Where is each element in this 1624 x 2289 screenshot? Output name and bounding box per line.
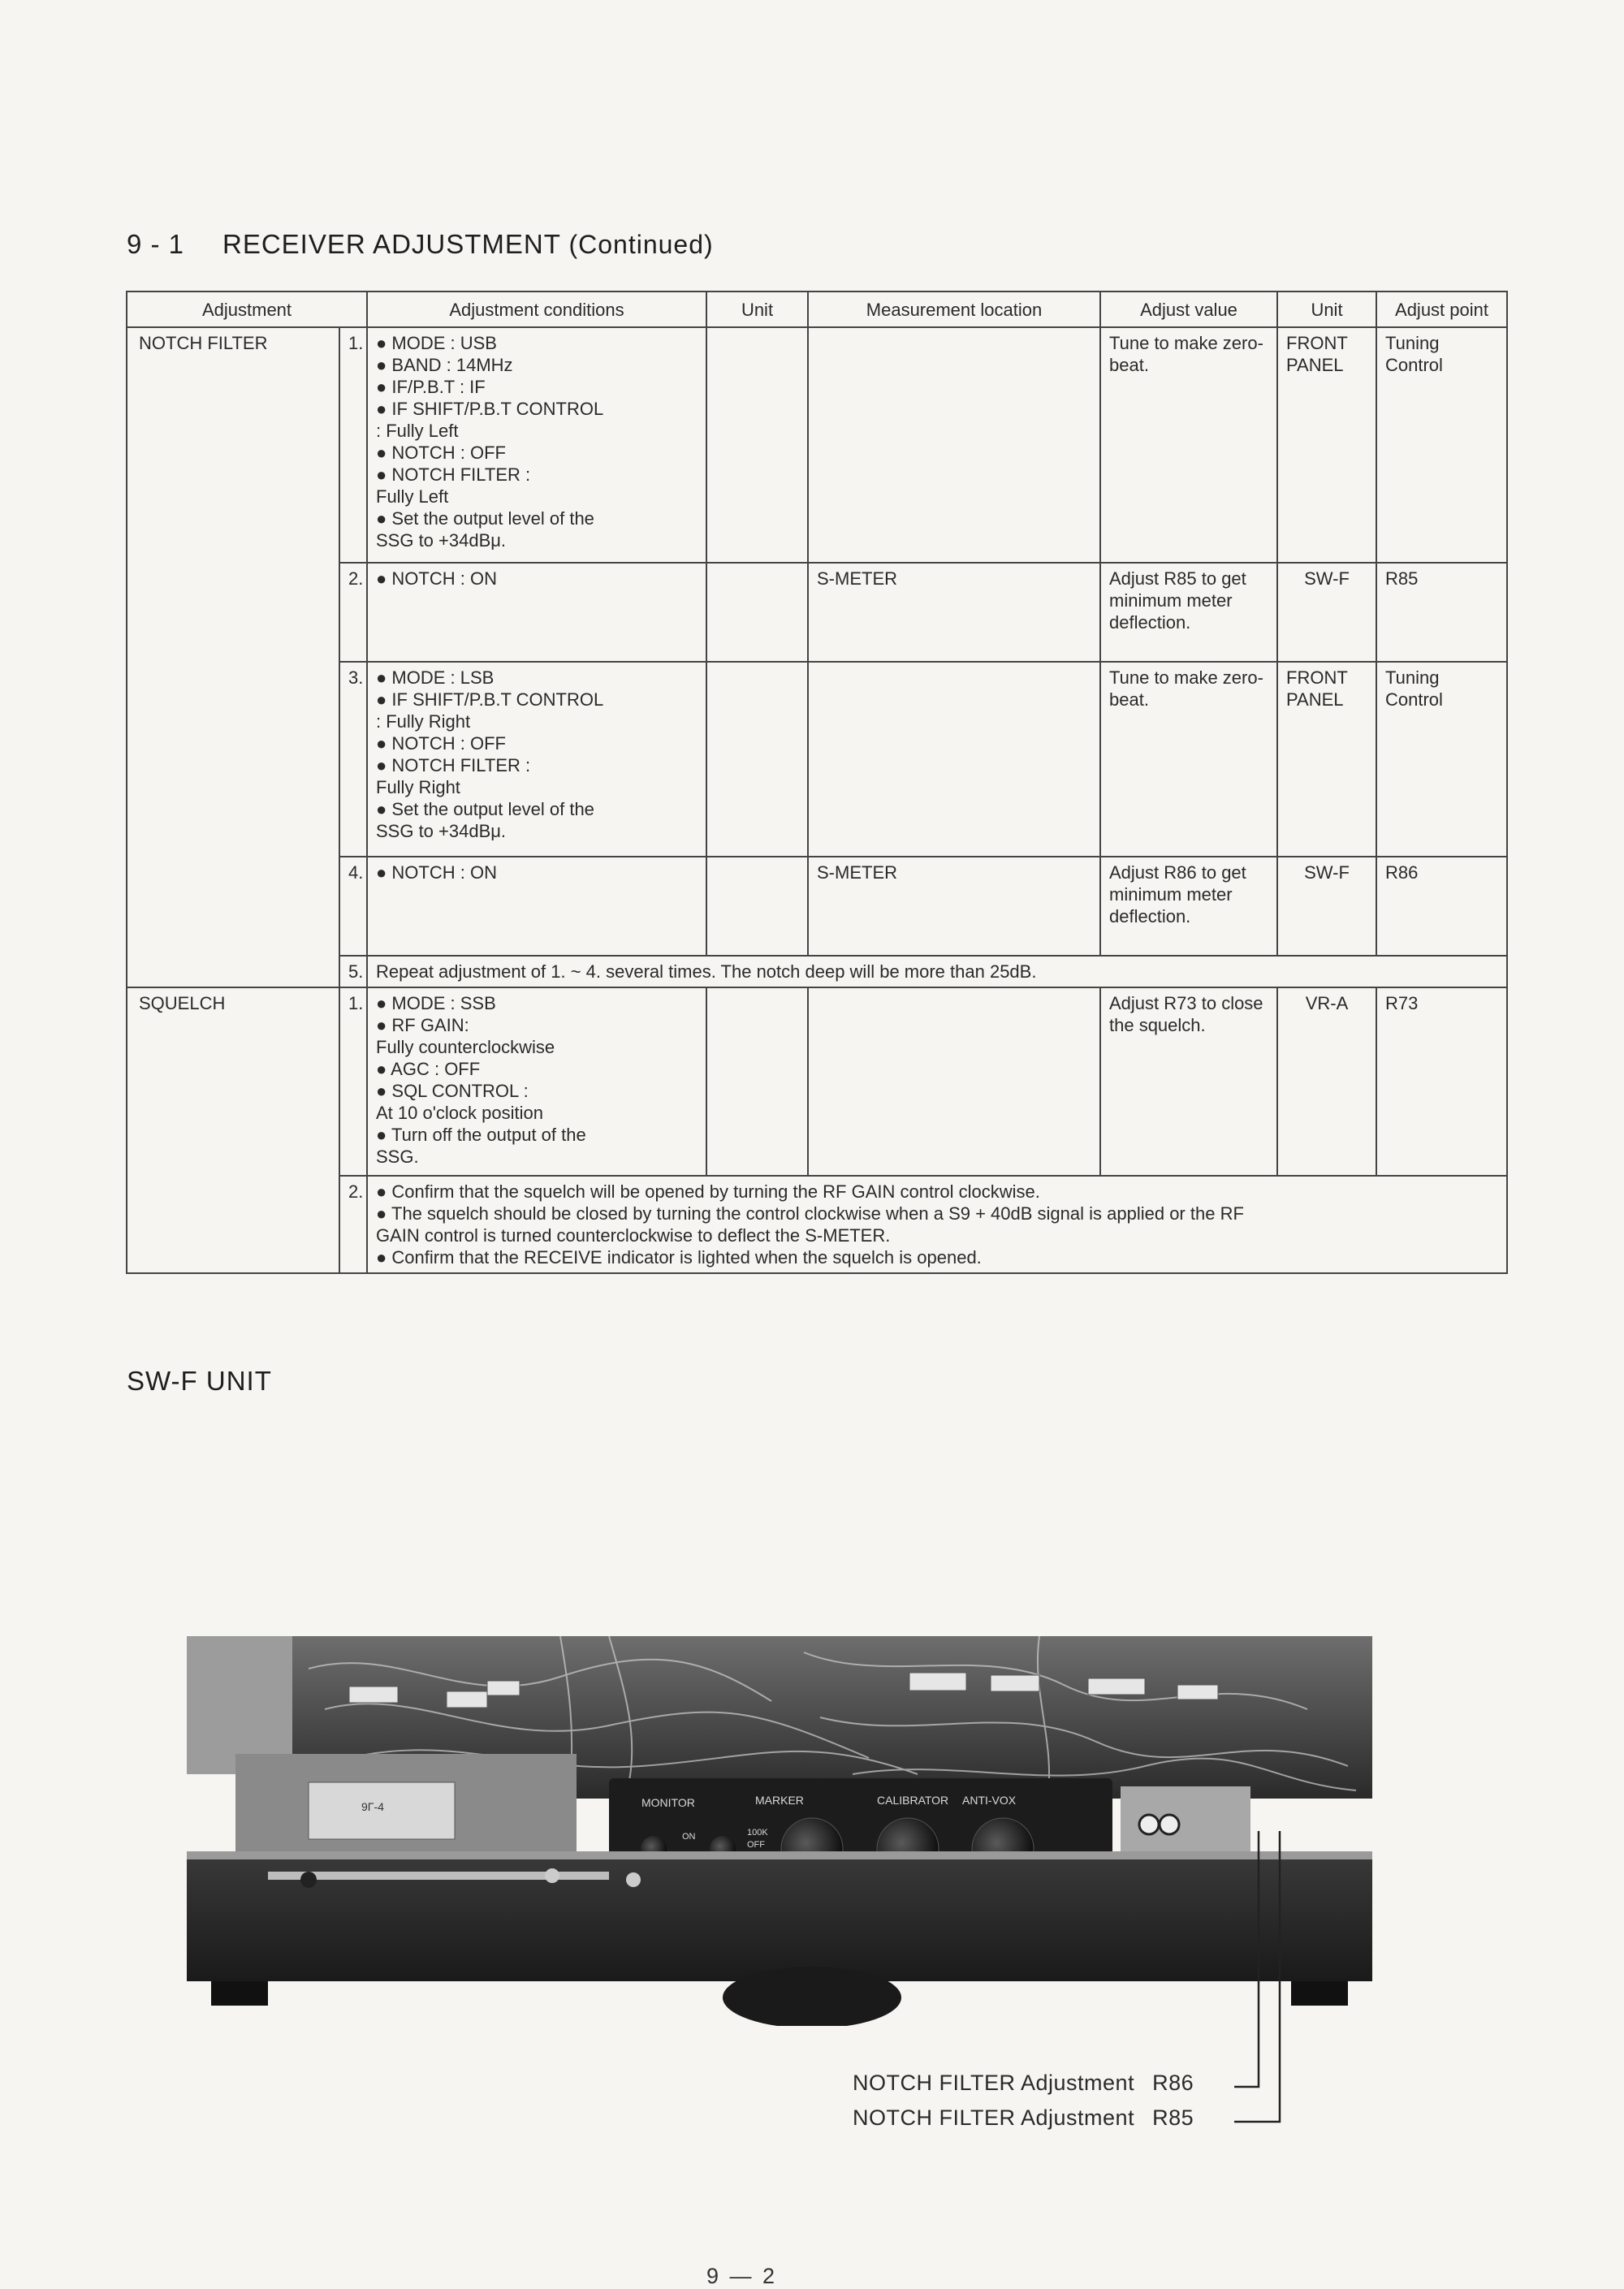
step-value: Adjust R85 to get minimum meter deflection. [1100,563,1277,662]
photo-screw [545,1868,559,1883]
step-unit [706,987,808,1176]
header-adjust-value: Adjust value [1100,292,1277,327]
step-unit-2: FRONT PANEL [1277,327,1376,563]
unit-title: SW-F UNIT [127,1366,272,1396]
label-marker: MARKER [755,1794,804,1807]
label-calibrator: CALIBRATOR [877,1794,949,1807]
row-label-squelch: SQUELCH [127,987,339,1273]
sw-f-unit-photo [187,1636,1372,2026]
step-unit-2: SW-F [1277,563,1376,662]
photo-trimmer-r85 [1160,1815,1179,1834]
step-conditions: ● MODE : LSB ● IF SHIFT/P.B.T CONTROL : Fully Right ● NOTCH : OFF ● NOTCH FILTER : Fully Right ● Set the output level of the SSG to +34dBμ. [367,662,706,857]
step-location [808,327,1100,563]
photo-foot [211,1981,268,2006]
step-location: S-METER [808,857,1100,956]
step-point: R85 [1376,563,1507,662]
step-number: 5. [339,956,367,987]
row-label-notch: NOTCH FILTER [127,327,339,987]
caption-text: NOTCH FILTER Adjustment [853,2105,1135,2130]
step-number: 2. [339,563,367,662]
step-conditions: ● MODE : USB ● BAND : 14MHz ● IF/P.B.T : IF ● IF SHIFT/P.B.T CONTROL : Fully Left ● NOTCH : OFF ● NOTCH FILTER : Fully Left ● Set the output level of the SSG to +34dBμ. [367,327,706,563]
caption-ref: R85 [1152,2105,1194,2130]
section-title-text: RECEIVER ADJUSTMENT [222,229,561,259]
caption-r85 [853,2105,1194,2131]
label-marker-off: OFF [747,1840,765,1850]
header-measurement: Measurement location [808,292,1100,327]
caption-ref: R86 [1152,2071,1194,2095]
step-conditions: ● NOTCH : ON [367,563,706,662]
caption-text: NOTCH FILTER Adjustment [853,2071,1135,2095]
photo-chassis-front [187,1851,1372,1981]
step-unit [706,662,808,857]
page-number: 9 — 2 [706,2264,778,2288]
step-unit-2: SW-F [1277,857,1376,956]
label-100k: 100K [747,1828,768,1838]
photo-left-panel [187,1636,292,1774]
section-number: 9 - 1 [127,229,185,259]
section-continued: (Continued) [568,230,714,259]
leader-r86 [1234,1831,1259,2087]
header-conditions: Adjustment conditions [367,292,706,327]
header-unit-2: Unit [1277,292,1376,327]
step-value: Adjust R86 to get minimum meter deflection. [1100,857,1277,956]
step-unit [706,327,808,563]
step-number: 1. [339,327,367,563]
step-unit [706,563,808,662]
step-location [808,987,1100,1176]
step-value: Adjust R73 to close the squelch. [1100,987,1277,1176]
leader-r85 [1234,1831,1280,2122]
step-location: S-METER [808,563,1100,662]
step-point: R73 [1376,987,1507,1176]
step-value: Tune to make zero-beat. [1100,662,1277,857]
label-antivox: ANTI-VOX [962,1794,1017,1807]
caption-leader-lines [1218,1807,1315,2140]
photo-chassis-edge [187,1851,1372,1859]
photo-main-knob [723,1967,901,2026]
caption-r86 [853,2071,1194,2096]
step-number: 1. [339,987,367,1176]
section-heading [127,229,714,260]
adjustment-table [126,291,1508,1274]
header-unit: Unit [706,292,808,327]
header-adjust-point: Adjust point [1376,292,1507,327]
step-repeat-note: Repeat adjustment of 1. ~ 4. several times. The notch deep will be more than 25dB. [367,956,1507,987]
step-squelch-notes: ● Confirm that the squelch will be opened by turning the RF GAIN control clockwise. ● The squelch should be closed by turning the control clockwise when a S9 + 40dB signal is applied or the RF GAIN control is turned counterclockwise to deflect the S-METER. ● Confirm that the RECEIVE indicator is lighted when the squelch is opened. [367,1176,1507,1273]
photo-trimmer-r86 [1139,1815,1159,1834]
table-row [127,327,1507,563]
photo-board-mark: 9Γ-4 [361,1800,384,1813]
photo-screw [300,1872,317,1888]
step-point: Tuning Control [1376,327,1507,563]
step-number: 3. [339,662,367,857]
step-unit-2: VR-A [1277,987,1376,1176]
step-conditions: ● MODE : SSB ● RF GAIN: Fully counterclockwise ● AGC : OFF ● SQL CONTROL : At 10 o'clock position ● Turn off the output of the SSG. [367,987,706,1176]
step-location [808,662,1100,857]
header-adjustment: Adjustment [127,292,367,327]
step-value: Tune to make zero-beat. [1100,327,1277,563]
table-header-row [127,292,1507,327]
step-number: 4. [339,857,367,956]
step-point: Tuning Control [1376,662,1507,857]
step-point: R86 [1376,857,1507,956]
table-row [127,987,1507,1176]
step-unit-2: FRONT PANEL [1277,662,1376,857]
step-unit [706,857,808,956]
label-on: ON [682,1832,696,1842]
step-conditions: ● NOTCH : ON [367,857,706,956]
step-number: 2. [339,1176,367,1273]
label-monitor: MONITOR [641,1796,695,1809]
photo-screw [626,1872,641,1887]
